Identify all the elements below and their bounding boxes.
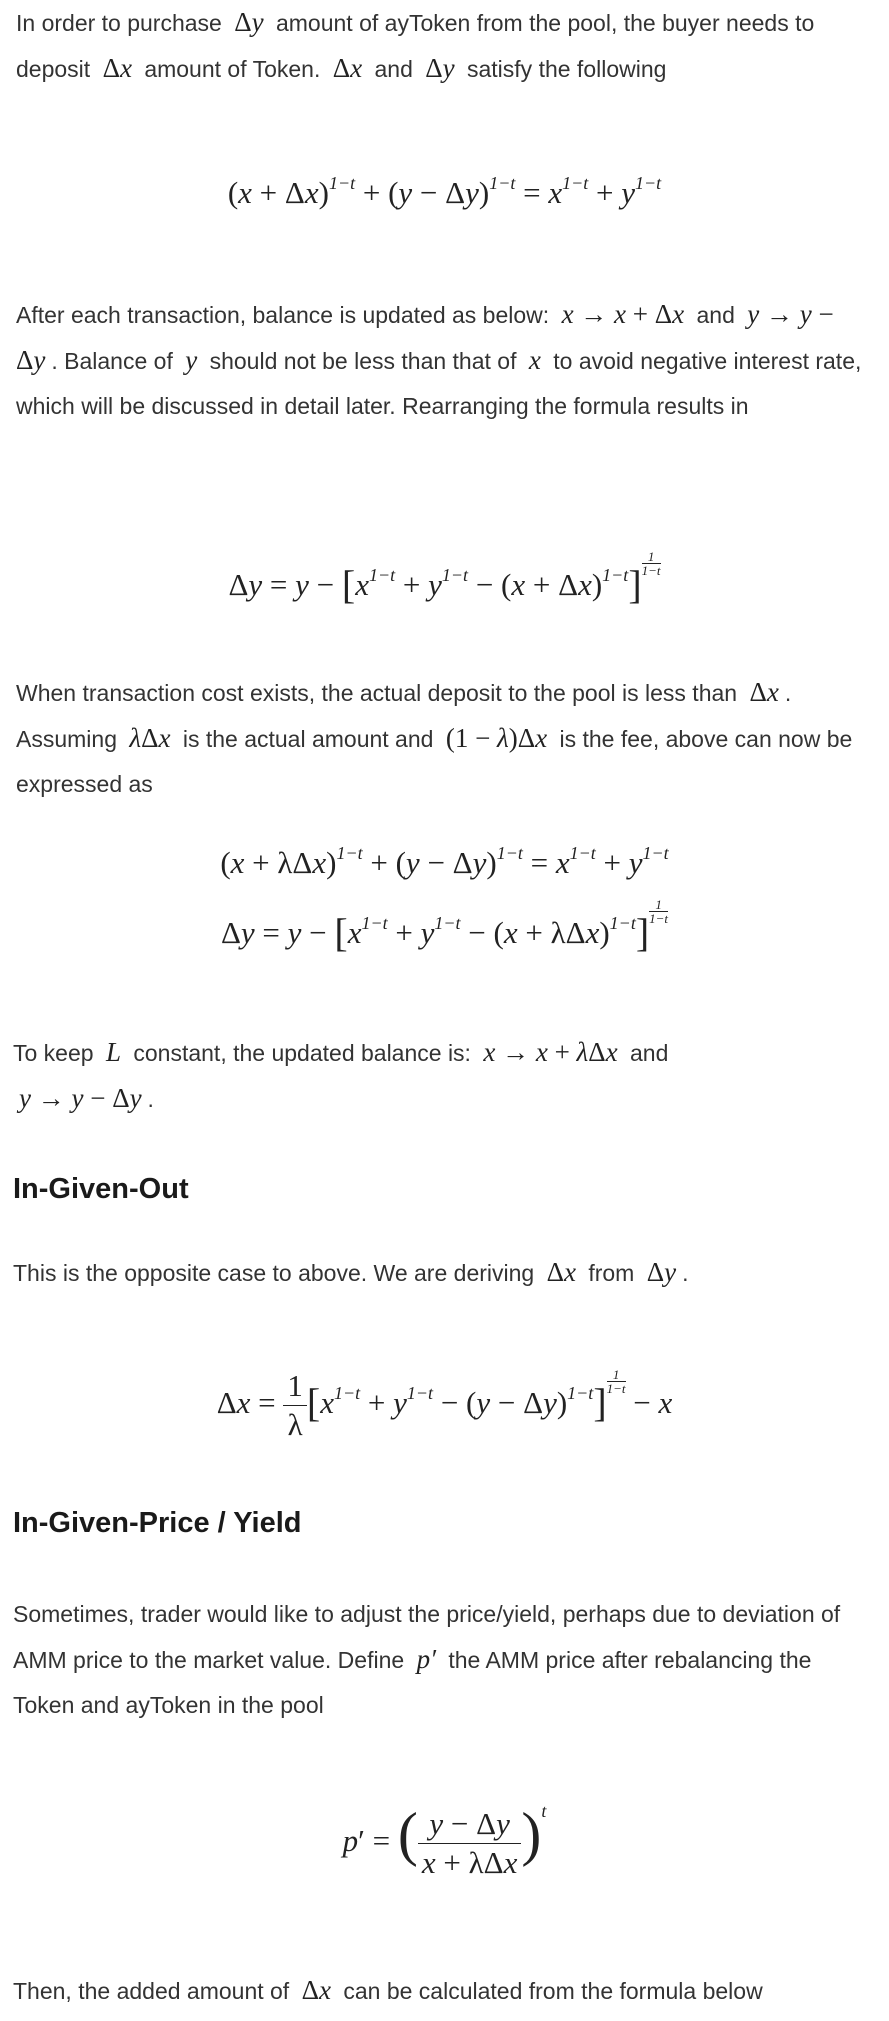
paragraph-constant-l xyxy=(13,1030,873,1122)
math-fee: (1 − λ)Δx xyxy=(445,723,548,753)
math-p-prime: p′ xyxy=(416,1644,436,1674)
equation-delta-x: Δx = $\frac{1}{\lambda}$ $[x^{1-t} + y^{1-t} - (y - \Delta y)^{1-t}]$ $\frac{1}{1-t}$ − x xyxy=(216,1367,673,1443)
text: and xyxy=(374,56,413,82)
text: Then, the added amount of xyxy=(13,1978,290,2004)
math-delta-y: Δy xyxy=(646,1257,677,1287)
math-y-update: y → y − Δy xyxy=(19,1083,142,1113)
text: . xyxy=(784,680,792,706)
math-y: y xyxy=(185,345,198,375)
paragraph-in-given-out xyxy=(13,1250,873,1296)
text: Assuming xyxy=(16,726,117,752)
paragraph-added-amount xyxy=(13,1968,873,2014)
math-x-update: x → x + Δx xyxy=(561,299,685,329)
text: After each transaction, balance is updated as below: xyxy=(16,302,550,328)
equation-with-fee-2: $\Delta y = y - [x^{1-t} + y^{1-t} - (x + \lambda\Delta x)^{1-t}]$ $\frac{1}{1-t}$ xyxy=(220,897,669,955)
equation-invariant: $(x + \Delta x)^{1-t} + (y - \Delta y)^{1-t} = x^{1-t} + y^{1-t}$ xyxy=(227,173,662,210)
math-delta-y: Δy xyxy=(425,53,455,83)
text: should not be less than that of xyxy=(209,348,517,374)
math-delta-x: Δx xyxy=(546,1257,576,1287)
text: the AMM price after rebalancing the Token and ayToken in the pool xyxy=(13,1647,812,1718)
math-l: L xyxy=(105,1037,121,1067)
text: can be calculated from the formula below xyxy=(343,1978,763,2004)
math-delta-x: Δx xyxy=(301,1975,331,2005)
math-x-update-fee: x → x + λΔx xyxy=(483,1037,618,1067)
text: to avoid negative interest rate, which will be discussed in detail later. Rearranging the formula results in xyxy=(16,348,862,419)
paragraph-transaction-cost xyxy=(16,670,876,807)
section-heading-in-given-out: In-Given-Out xyxy=(13,1173,189,1205)
math-delta-x: Δx xyxy=(102,53,132,83)
equation-delta-y: $\Delta y = y - [x^{1-t} + y^{1-t} - (x + \Delta x)^{1-t}]$ $\frac{1}{1-t}$ xyxy=(228,549,661,607)
text: . xyxy=(682,1260,689,1286)
text: and xyxy=(630,1040,669,1066)
text: To keep xyxy=(13,1040,94,1066)
text: amount of ayToken from the pool, the buyer needs to deposit xyxy=(16,10,815,82)
math-y-update: y → y − Δy xyxy=(16,299,834,375)
equation-with-fee-1: $(x + \lambda\Delta x)^{1-t} + (y - \Delta y)^{1-t} = x^{1-t} + y^{1-t}$ xyxy=(220,843,669,880)
text: . xyxy=(147,1086,154,1112)
text: In order to purchase xyxy=(16,10,222,36)
text: from xyxy=(588,1260,635,1286)
text: is the actual amount and xyxy=(182,726,434,752)
text: When transaction cost exists, the actual deposit to the pool is less than xyxy=(16,680,738,706)
math-delta-x: Δx xyxy=(749,677,779,707)
text: This is the opposite case to above. We are deriving xyxy=(13,1260,535,1286)
text: is the fee, above can now be expressed as xyxy=(16,726,853,797)
equation-p-prime: p′ = ( $\frac{y - \Delta y}{\text{x + λΔx}}$ )$^t$ xyxy=(342,1801,547,1881)
text: satisfy the following xyxy=(467,56,667,82)
text: . Balance of xyxy=(51,348,173,374)
paragraph-intro xyxy=(16,0,876,92)
text: Sometimes, trader would like to adjust the price/yield, perhaps due to deviation of AMM price to the market value. Define xyxy=(13,1601,841,1673)
math-x: x xyxy=(528,345,541,375)
math-delta-y: Δy xyxy=(234,7,264,37)
text: and xyxy=(696,302,735,328)
paragraph-in-given-price xyxy=(13,1592,873,1728)
math-delta-x: Δx xyxy=(332,53,363,83)
text: constant, the updated balance is: xyxy=(133,1040,471,1066)
text: amount of Token. xyxy=(144,56,321,82)
section-heading-in-given-price: In-Given-Price / Yield xyxy=(13,1507,302,1539)
math-lambda-delta-x: λΔx xyxy=(129,723,171,753)
paragraph-balance-update xyxy=(16,292,876,429)
